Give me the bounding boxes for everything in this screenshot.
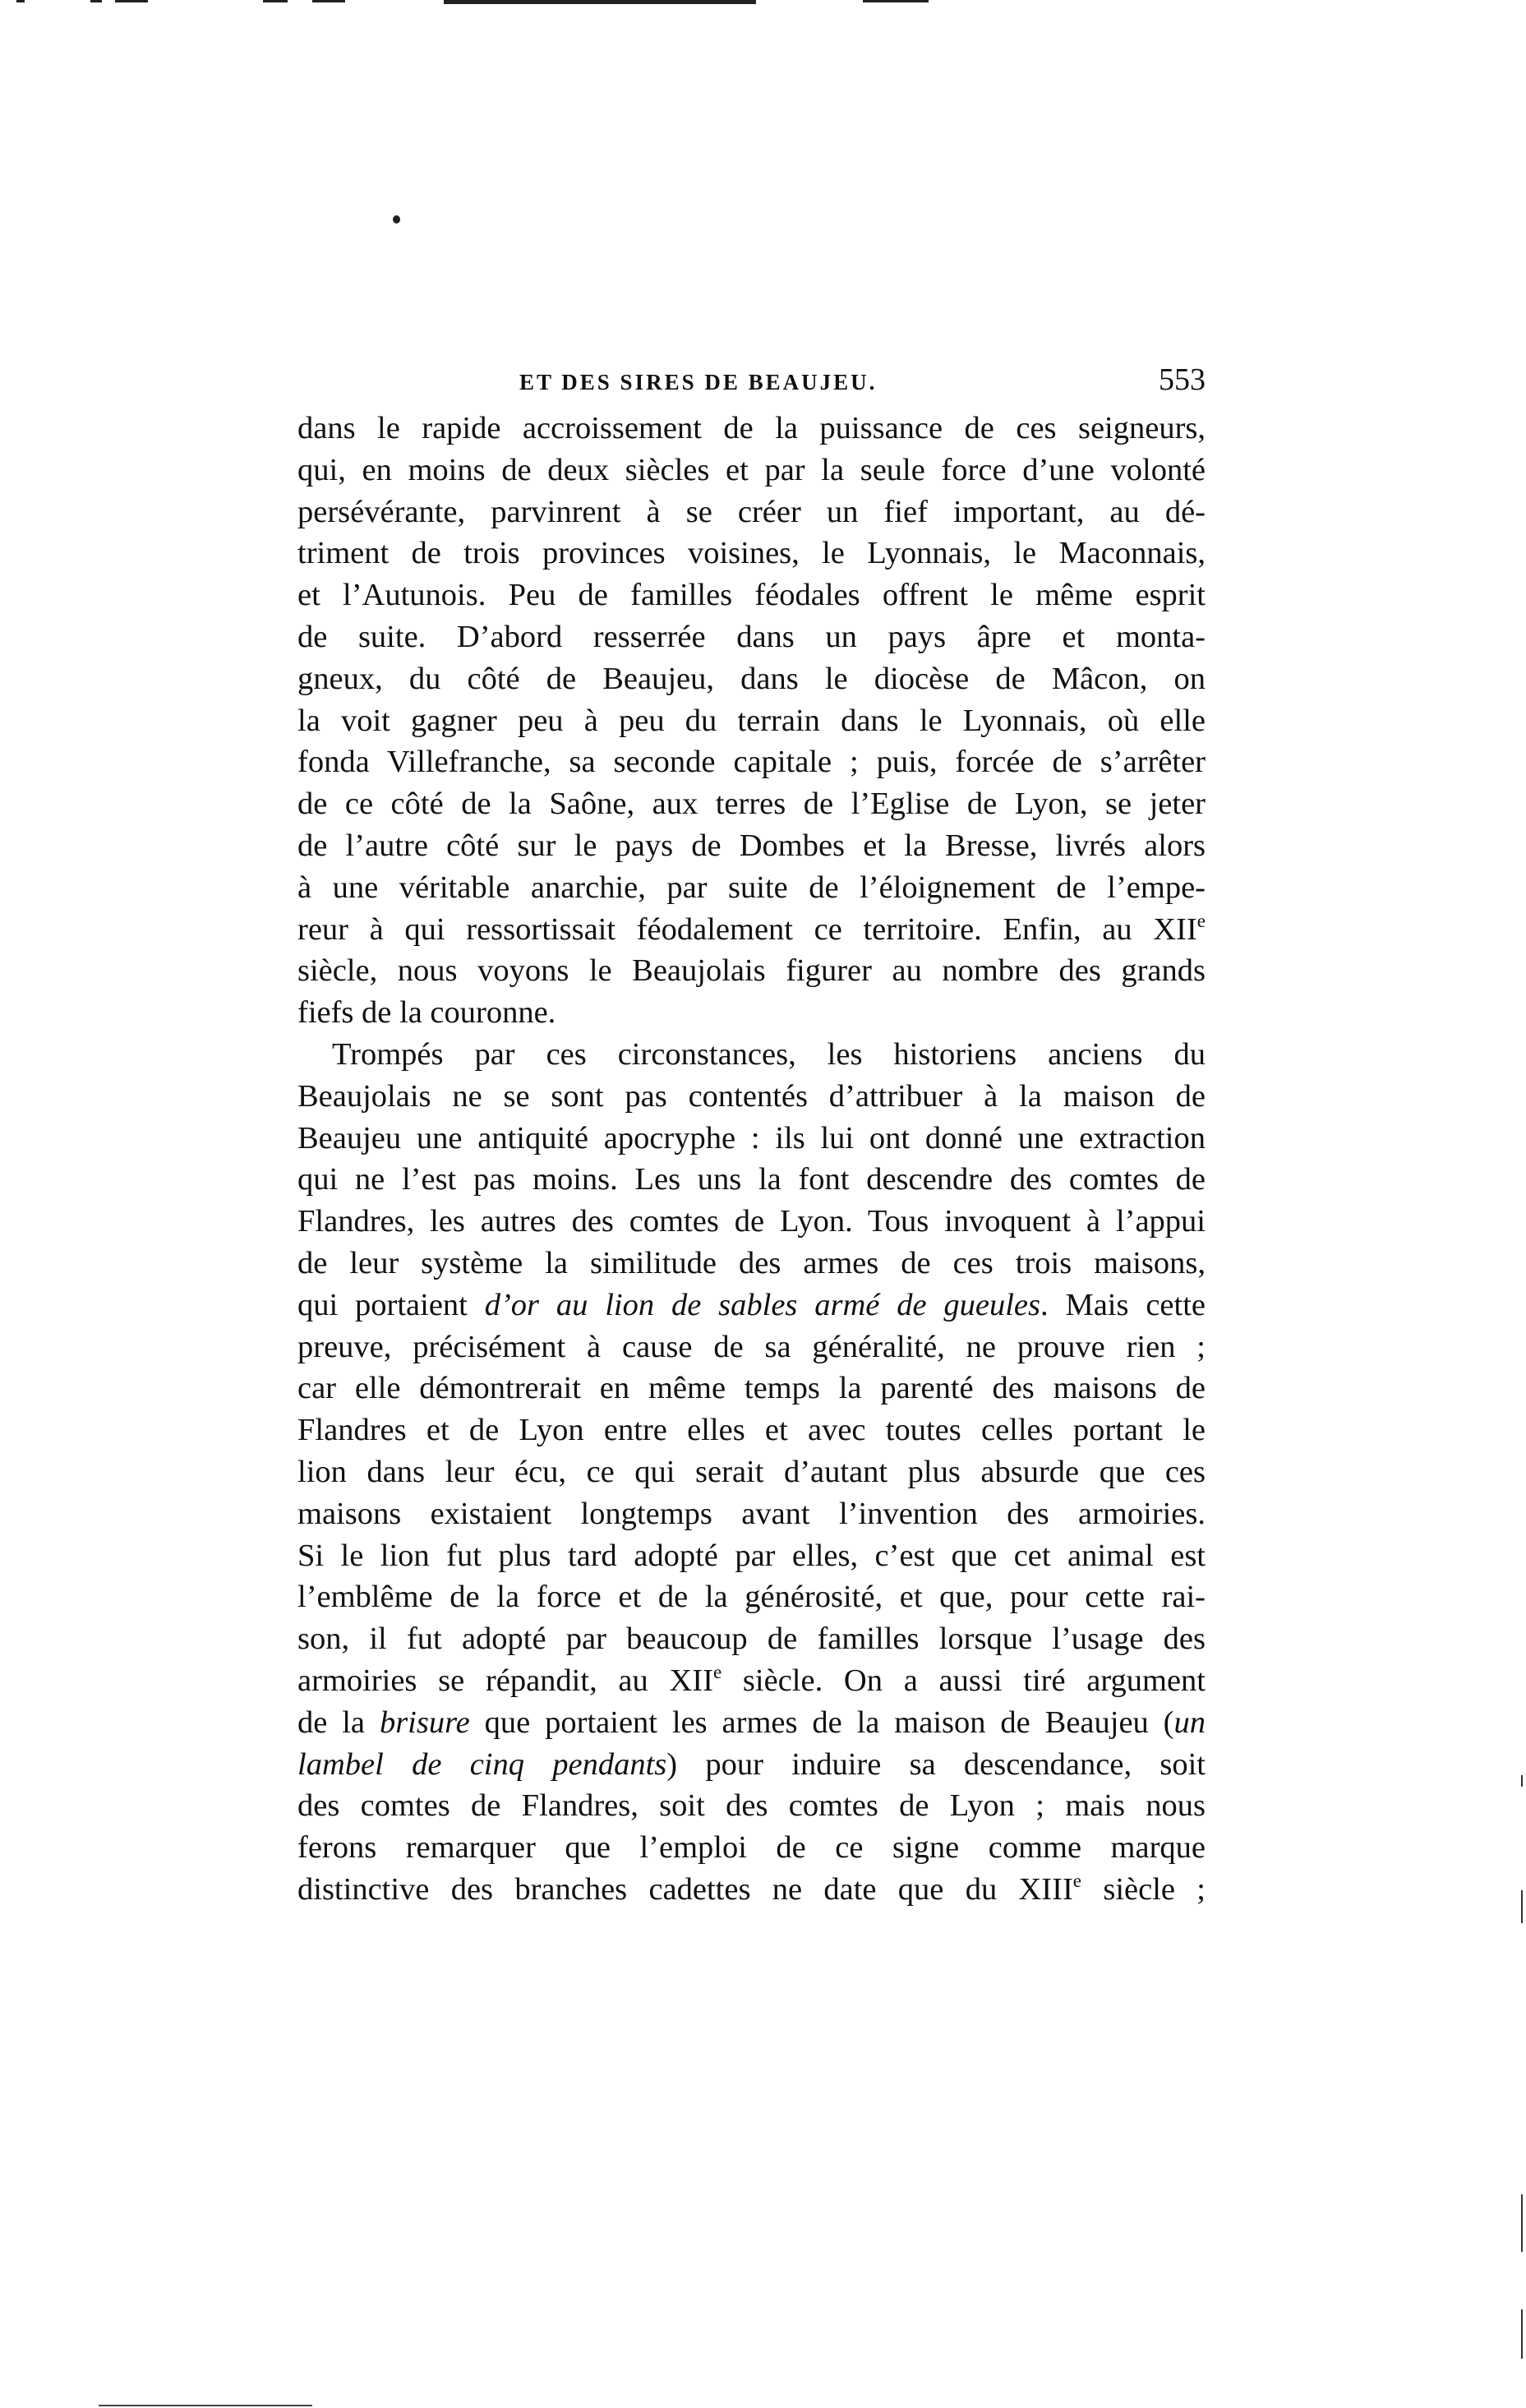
text-line: Flandres et de Lyon entre elles et avec toutes celles portant le <box>297 1413 1206 1448</box>
scan-mark <box>263 0 288 2</box>
text-line: Beaujolais ne se sont pas contentés d’attribuer à la maison de <box>297 1078 1206 1114</box>
text-line: de l’autre côté sur le pays de Dombes et la Bresse, livrés alors <box>297 828 1206 863</box>
text-line: Si le lion fut plus tard adopté par elles, c’est que cet animal est <box>297 1538 1206 1573</box>
text-line: Beaujeu une antiquité apocryphe : ils lui ont donné une extraction <box>297 1120 1206 1156</box>
text-line: siècle, nous voyons le Beaujolais figurer au nombre des grands <box>297 953 1206 989</box>
scan-mark <box>312 0 345 2</box>
text-line: fonda Villefranche, sa seconde capitale ; puis, forcée de s’arrêter <box>297 745 1206 780</box>
text-line: Flandres, les autres des comtes de Lyon. Tous invoquent à l’appui <box>297 1204 1206 1239</box>
scan-mark <box>1521 1890 1523 1923</box>
text-line: car elle démontrerait en même temps la parenté des maisons de <box>297 1371 1206 1406</box>
running-head <box>297 362 1206 408</box>
scan-bottom-edge-artifact <box>0 2403 1526 2408</box>
text-line: maisons existaient longtemps avant l’invention des armoiries. <box>297 1496 1206 1531</box>
text-line: de leur système la similitude des armes de ces trois maisons, <box>297 1245 1206 1280</box>
book-page <box>297 362 1206 1911</box>
text-line: distinctive des branches cadettes ne date que du XIIIe siècle ; <box>297 1869 1206 1907</box>
text-line: à une véritable anarchie, par suite de l’éloignement de l’empe- <box>297 870 1206 905</box>
scan-mark <box>1521 2309 1523 2359</box>
scan-mark <box>99 2405 312 2406</box>
text-line: qui, en moins de deux siècles et par la seule force d’une volonté <box>297 452 1206 487</box>
body-text <box>297 408 1206 1911</box>
scan-mark <box>115 0 148 2</box>
text-line: de ce côté de la Saône, aux terres de l’Eglise de Lyon, se jeter <box>297 787 1206 822</box>
scan-mark <box>1521 1775 1523 1787</box>
scan-mark <box>16 0 25 2</box>
text-line: la voit gagner peu à peu du terrain dans le Lyonnais, où elle <box>297 703 1206 738</box>
running-title: ET DES SIRES DE BEAUJEU. <box>519 370 878 394</box>
text-line: dans le rapide accroissement de la puissance de ces seigneurs, <box>297 411 1206 445</box>
scan-mark <box>863 0 929 2</box>
text-line: armoiries se répandit, au XIIe siècle. On a aussi tiré argument <box>297 1660 1206 1698</box>
text-line: qui portaient d’or au lion de sables armé de gueules. Mais cette <box>297 1287 1206 1322</box>
text-line: lambel de cinq pendants) pour induire sa descendance, soit <box>297 1746 1206 1782</box>
text-line: persévérante, parvinrent à se créer un fief important, au dé- <box>297 494 1206 529</box>
text-line: preuve, précisément à cause de sa généralité, ne prouve rien ; <box>297 1329 1206 1364</box>
text-line: lion dans leur écu, ce qui serait d’autant plus absurde que ces <box>297 1454 1206 1489</box>
page-number: 553 <box>1159 362 1206 397</box>
text-line: l’emblême de la force et de la générosité, et que, pour cette rai- <box>297 1580 1206 1615</box>
text-line: qui ne l’est pas moins. Les uns la font descendre des comtes de <box>297 1162 1206 1197</box>
text-line: triment de trois provinces voisines, le Lyonnais, le Maconnais, <box>297 536 1206 571</box>
scan-speck <box>393 215 400 224</box>
text-line: de la brisure que portaient les armes de la maison de Beaujeu (un <box>297 1705 1206 1740</box>
text-line: son, il fut adopté par beaucoup de familles lorsque l’usage des <box>297 1621 1206 1657</box>
text-line: reur à qui ressortissait féodalement ce territoire. Enfin, au XIIe <box>297 909 1206 947</box>
text-line: Trompés par ces circonstances, les historiens anciens du <box>332 1036 1206 1072</box>
scan-top-edge-artifact <box>0 0 1526 5</box>
text-line: ferons remarquer que l’emploi de ce signe comme marque <box>297 1830 1206 1866</box>
text-line: gneux, du côté de Beaujeu, dans le diocèse de Mâcon, on <box>297 661 1206 696</box>
scan-mark <box>1521 2194 1523 2252</box>
right-edge-artifact <box>1521 1685 1524 2408</box>
scan-mark <box>90 0 102 2</box>
scan-mark <box>444 0 756 4</box>
text-line: et l’Autunois. Peu de familles féodales offrent le même esprit <box>297 578 1206 613</box>
text-line: de suite. D’abord resserrée dans un pays âpre et monta- <box>297 619 1206 654</box>
text-line: des comtes de Flandres, soit des comtes de Lyon ; mais nous <box>297 1788 1206 1824</box>
text-line: fiefs de la couronne. <box>297 995 556 1031</box>
